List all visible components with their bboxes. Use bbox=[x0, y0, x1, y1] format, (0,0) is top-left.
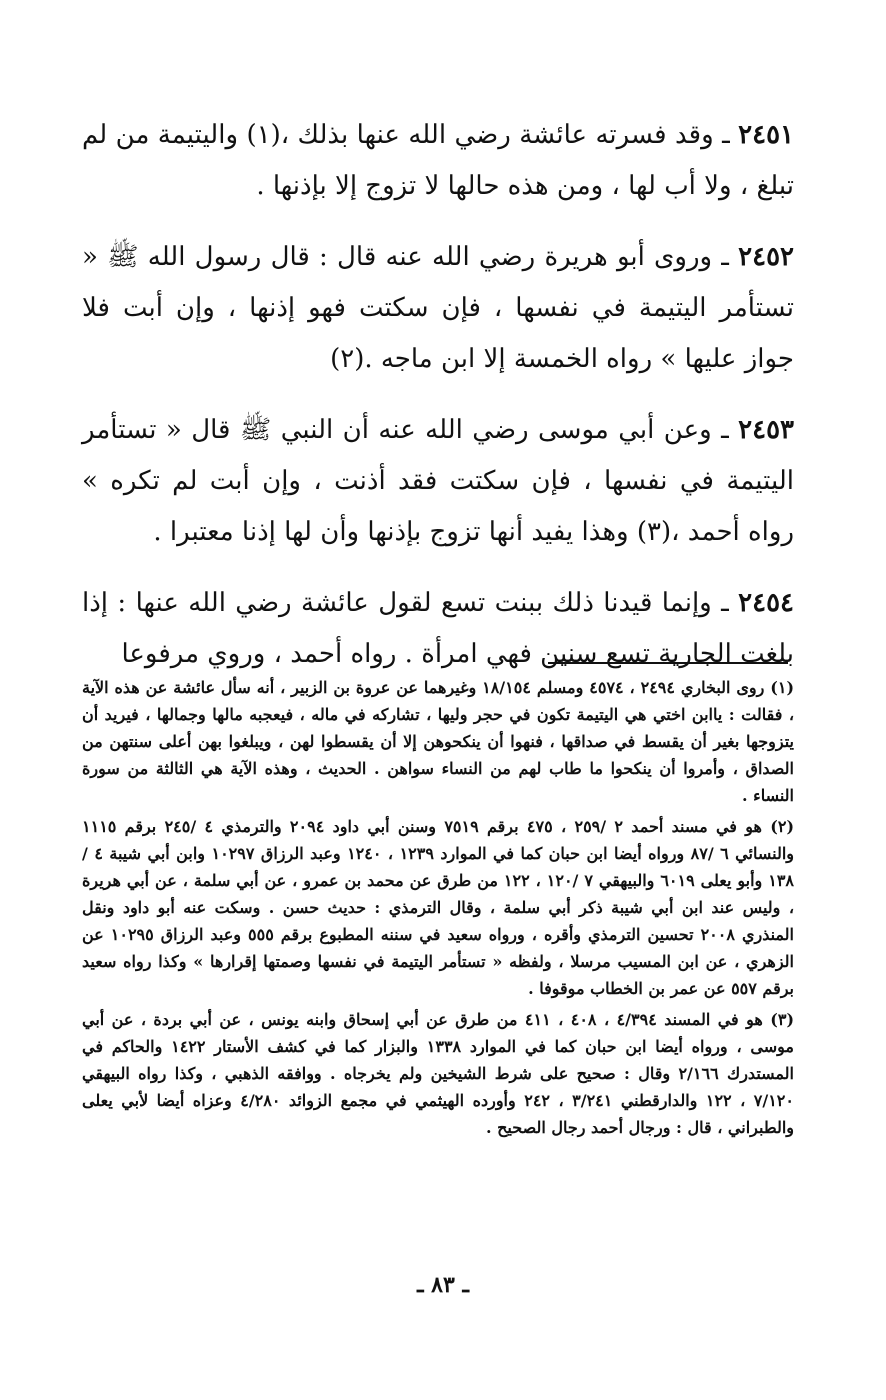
paragraph-2451 bbox=[82, 110, 794, 212]
footnote-3: (٣) هو في المسند ٤/٣٩٤ ، ٤٠٨ ، ٤١١ من طرق عن أبي إسحاق وابنه يونس ، عن أبي بردة ، عن أبي موسى ، ورواه أيضا ابن حبان كما في الموارد ١٣٣٨ والبزار كما في كشف الأستار ١٤٢٢ والحاكم في المستدرك ٢/١٦٦ وقال : صحيح على شرط الشيخين ولم يخرجاه . ووافقه الذهبي ، وكذا رواه البيهقي ٧/١٢٠ ، ١٢٢ والدارقطني ٣/٢٤١ ، ٢٤٢ وأورده الهيثمي في مجمع الزوائد ٤/٢٨٠ وعزاه أيضا لأبي يعلى والطبراني ، قال : ورجال أحمد رجال الصحيح . bbox=[82, 1010, 795, 1137]
paragraph-number: ٢٤٥١ bbox=[738, 120, 795, 150]
footnotes bbox=[82, 674, 794, 1145]
paragraph-2452 bbox=[82, 232, 794, 385]
paragraph-text: ـ وعن أبي موسى رضي الله عنه أن النبي ﷺ قال « تستأمر اليتيمة في نفسها ، فإن سكتت فقد أذنت ، وإن أبت لم تكره » رواه أحمد ،(٣) وهذا يفيد أنها تزوج بإذنها وأن لها إذنا معتبرا . bbox=[82, 415, 794, 547]
paragraph-number: ٢٤٥٢ bbox=[738, 242, 795, 272]
paragraph-text: ـ وقد فسرته عائشة رضي الله عنها بذلك ،(١) واليتيمة من لم تبلغ ، ولا أب لها ، ومن هذه حالها لا تزوج إلا بإذنها . bbox=[82, 120, 794, 201]
paragraph-text: ـ وروى أبو هريرة رضي الله عنه قال : قال رسول الله ﷺ « تستأمر اليتيمة في نفسها ، فإن سكتت فهو إذنها ، وإن أبت فلا جواز عليها » رواه الخمسة إلا ابن ماجه .(٢) bbox=[82, 242, 794, 374]
paragraph-2453 bbox=[82, 405, 794, 558]
paragraph-2454 bbox=[82, 578, 794, 680]
footnote-separator bbox=[548, 662, 788, 664]
paragraph-number: ٢٤٥٣ bbox=[738, 415, 795, 445]
page-number: ـ ٨٣ ـ bbox=[417, 1272, 469, 1298]
paragraph-number: ٢٤٥٤ bbox=[738, 588, 795, 618]
footnote-1: (١) روى البخاري ٢٤٩٤ ، ٤٥٧٤ ومسلم ١٨/١٥٤ وغيرهما عن عروة بن الزبير ، أنه سأل عائشة عن هذه الآية ، فقالت : ياابن اختي هي اليتيمة تكون في حجر وليها ، تشاركه في ماله ، فيعجبه مالها وجمالها ، فيريد أن يتزوجها بغير أن يقسط في صداقها ، فنهوا أن ينكحوهن إلا أن يقسطوا لهن ، ويبلغوا بهن أعلى سنتهن من الصداق ، وأمروا أن ينكحوا ما طاب لهم من النساء سواهن . الحديث ، وهذه الآية هي الثالثة من سورة النساء . bbox=[82, 678, 795, 805]
paragraph-text: ـ وإنما قيدنا ذلك ببنت تسع لقول عائشة رضي الله عنها : إذا بلغت الجارية تسع سنين فهي امرأة . رواه أحمد ، وروي مرفوعا bbox=[82, 588, 794, 669]
footnote-2: (٢) هو في مسند أحمد ٢ /٢٥٩ ، ٤٧٥ برقم ٧٥١٩ وسنن أبي داود ٢٠٩٤ والترمذي ٤ /٢٤٥ برقم ١١١٥ والنسائي ٦ /٨٧ ورواه أيضا ابن حبان كما في الموارد ١٢٣٩ ، ١٢٤٠ وعبد الرزاق ١٠٢٩٧ وابن أبي شيبة ٤ /١٣٨ وأبو يعلى ٦٠١٩ والبيهقي ٧ /١٢٠ ، ١٢٢ من طرق عن محمد بن عمرو ، عن أبي سلمة ، عن أبي هريرة ، وليس عند ابن أبي شيبة ذكر أبي سلمة ، وقال الترمذي : حديث حسن . وسكت عنه أبو داود ونقل المنذري ٢٠٠٨ تحسين الترمذي وأقره ، ورواه سعيد في سننه المطبوع برقم ٥٥٥ وعبد الرزاق ١٠٢٩٥ عن الزهري ، عن ابن المسيب مرسلا ، ولفظه « تستأمر اليتيمة في نفسها وصمتها إقرارها » وكذا رواه سعيد برقم ٥٥٧ عن عمر بن الخطاب موقوفا . bbox=[82, 817, 795, 998]
main-text bbox=[82, 110, 794, 700]
